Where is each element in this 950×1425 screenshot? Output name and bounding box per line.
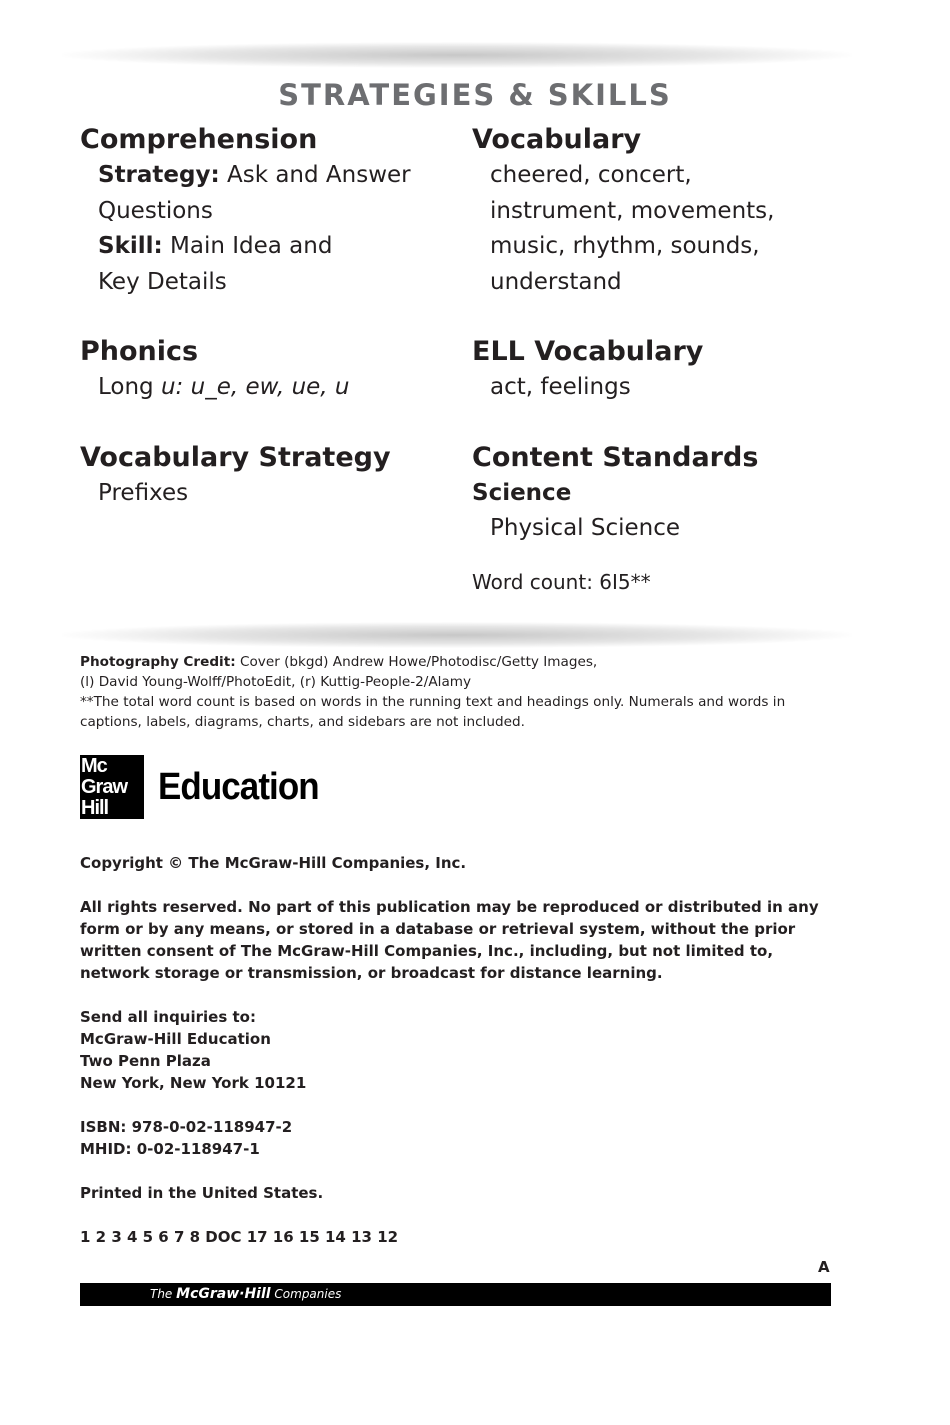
inquiries-block: [80, 1006, 840, 1094]
phonics-section: [80, 334, 480, 406]
word-count-note: **The total word count is based on words in the running text and headings only. Numerals and words in captions, labels, diagrams, charts, and sidebars are not included.: [80, 694, 786, 730]
footer-brand: [150, 1283, 341, 1306]
phonics-patterns: u: u_e, ew, ue, u: [160, 374, 350, 400]
mhid-line: MHID: 0-02-118947-1: [80, 1140, 260, 1158]
copyright-line: Copyright © The McGraw-Hill Companies, Inc.: [80, 854, 467, 872]
strategy-line: [80, 158, 480, 194]
logo-box-line: Mc: [81, 755, 107, 777]
strategy-text: Ask and Answer: [219, 162, 411, 188]
logo-wordmark: Education: [158, 765, 319, 808]
footer-companies: Companies: [270, 1287, 342, 1301]
ell-vocabulary-item: act, feelings: [490, 374, 631, 400]
comprehension-section: [80, 122, 480, 300]
science-subheading: Science: [472, 479, 572, 506]
photography-credits: [80, 652, 850, 732]
skill-text: Main Idea and: [162, 233, 333, 259]
vocabulary-line: cheered, concert,: [490, 162, 692, 188]
legal-block: [80, 852, 840, 1270]
footer-bar: [80, 1283, 831, 1306]
logo-box-line: Hill: [81, 797, 109, 819]
skill-line: [80, 229, 480, 265]
vocabulary-line: instrument, movements,: [490, 197, 775, 224]
vocabulary-heading: Vocabulary: [472, 124, 642, 155]
vocabulary-strategy-item: Prefixes: [98, 479, 189, 506]
credit-line-1: [80, 652, 850, 672]
right-column: [472, 122, 872, 596]
inquiries-line: New York, New York 10121: [80, 1074, 307, 1092]
phonics-prefix: Long: [98, 374, 161, 400]
left-column: [80, 122, 480, 545]
printing-line: 1 2 3 4 5 6 7 8 DOC 17 16 15 14 13 12: [80, 1228, 399, 1246]
inquiries-line: Send all inquiries to:: [80, 1008, 256, 1026]
footer-brand-name: McGraw·Hill: [176, 1286, 271, 1302]
content-standards-section: [472, 440, 872, 547]
isbn-line: ISBN: 978-0-02-118947-2: [80, 1118, 293, 1136]
content-standards-item: Physical Science: [490, 514, 681, 541]
logo-box-line: Graw: [81, 776, 128, 798]
ell-vocabulary-heading: ELL Vocabulary: [472, 336, 704, 367]
credit-line-2: (l) David Young-Wolff/PhotoEdit, (r) Kuttig-People-2/Alamy: [80, 674, 472, 690]
page-title: STRATEGIES & SKILLS: [278, 78, 672, 112]
vocabulary-strategy-heading: Vocabulary Strategy: [80, 441, 391, 473]
comprehension-heading: Comprehension: [80, 124, 318, 155]
word-count: Word count: 6I5**: [472, 570, 651, 594]
vocabulary-strategy-section: [80, 440, 480, 512]
credit-text: Cover (bkgd) Andrew Howe/Photodisc/Getty Images,: [235, 654, 598, 670]
footer-the: The: [150, 1287, 177, 1301]
credit-label: Photography Credit:: [80, 654, 236, 670]
vocabulary-line: music, rhythm, sounds,: [490, 233, 760, 259]
content-standards-heading: Content Standards: [472, 441, 759, 473]
vocabulary-line: understand: [490, 268, 622, 295]
strategy-line-2: Questions: [98, 197, 213, 224]
rights-paragraph: All rights reserved. No part of this publication may be reproduced or distributed in any form or by any means, or stored in a database or retrieval system, without the prior written consent of The McGraw-Hill Companies, Inc., including, but not limited to, network storage or transmission, or broadcast for distance learning.: [80, 898, 819, 982]
skill-line-2: Key Details: [98, 268, 227, 295]
strategy-label: Strategy:: [98, 162, 220, 188]
vocabulary-section: [472, 122, 872, 300]
isbn-block: [80, 1116, 840, 1160]
skill-label: Skill:: [98, 233, 163, 259]
inquiries-line: Two Penn Plaza: [80, 1052, 211, 1070]
top-shadow-divider: [62, 42, 852, 68]
phonics-heading: Phonics: [80, 336, 199, 367]
mcgraw-hill-education-logo: [80, 755, 333, 819]
phonics-item: [80, 370, 480, 406]
mcgraw-hill-logo-box: [80, 755, 144, 819]
ell-vocabulary-section: [472, 334, 872, 406]
printed-line: Printed in the United States.: [80, 1184, 324, 1202]
page-letter: A: [818, 1258, 830, 1276]
bottom-shadow-divider: [62, 622, 852, 648]
inquiries-line: McGraw-Hill Education: [80, 1030, 271, 1048]
